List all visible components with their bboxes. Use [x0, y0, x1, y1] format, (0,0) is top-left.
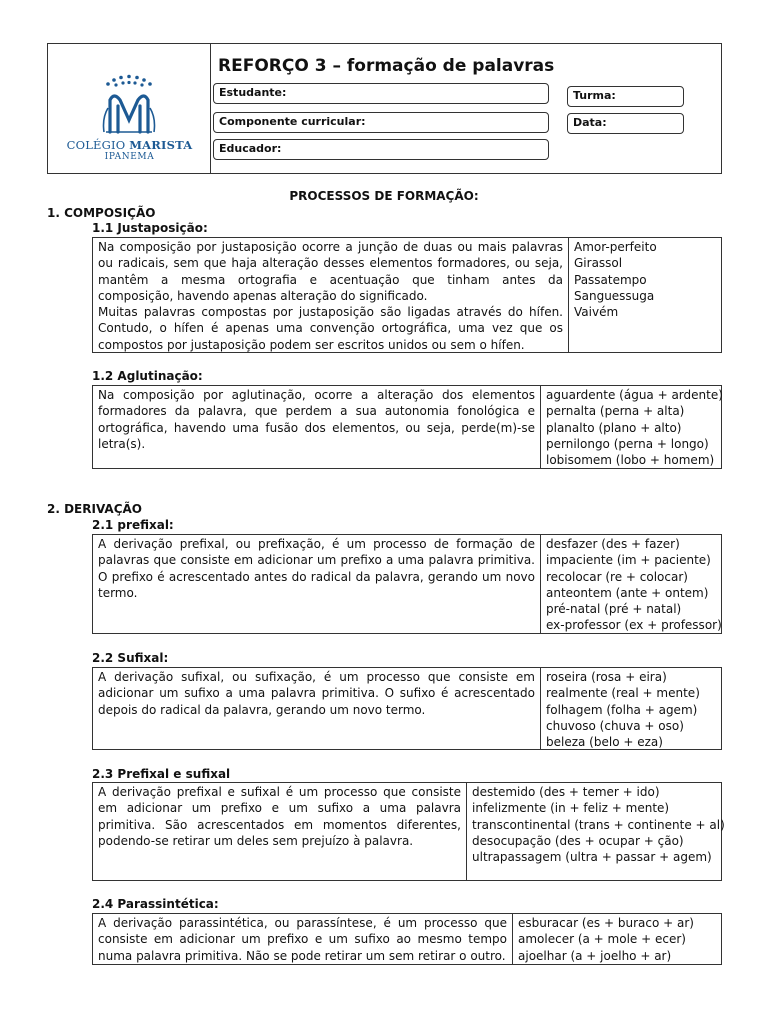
justaposicao-examples: [569, 238, 721, 352]
justaposicao-description: [93, 238, 569, 352]
prefixal-sufixal-table: [92, 782, 725, 881]
example-item: roseira (rosa + eira): [546, 670, 667, 684]
section-derivacao-title: 2. DERIVAÇÃO: [47, 502, 143, 516]
aglutinacao-paragraph: Na composição por aglutinação, ocorre a alteração dos elementos formadores da palavra, que perdem a sua autonomia fonológica e ortográfica, havendo uma fusão dos elementos, ou seja, perde(m)-se letra(s).: [98, 388, 535, 451]
aglutinacao-examples: [541, 386, 721, 468]
example-item: pré-natal (pré + natal): [546, 602, 682, 617]
example-item: chuvoso (chuva + oso): [546, 718, 684, 733]
parassintetica-paragraph: A derivação parassintética, ou parassíntese, é um processo que consiste em adicionar um prefixo e um sufixo ao mesmo tempo numa palavra primitiva. Não se pode retirar um sem retirar o outro.: [98, 916, 507, 963]
class-field[interactable]: Turma:: [567, 86, 684, 107]
sufixal-paragraph: A derivação sufixal, ou sufixação, é um processo que consiste em adicionar um sufixo a uma palavra primitiva. O sufixo é acrescentado depois do radical da palavra, gerando um novo termo.: [98, 670, 535, 717]
prefixal-description: [93, 535, 541, 633]
example-item: esburacar (es + buraco + ar): [518, 916, 694, 930]
section-composicao-title: 1. COMPOSIÇÃO: [47, 206, 156, 220]
example-item: Passatempo: [574, 272, 647, 287]
example-item: pernalta (perna + alta): [546, 404, 685, 419]
prefixal-sufixal-examples: [467, 783, 725, 880]
school-logo: [48, 44, 211, 173]
school-location: IPANEMA: [104, 152, 155, 162]
example-item: anteontem (ante + ontem): [546, 585, 709, 600]
main-heading: PROCESSOS DE FORMAÇÃO:: [289, 189, 479, 203]
prefixal-sufixal-description: [93, 783, 467, 880]
example-item: transcontinental (trans + continente + al): [472, 817, 725, 832]
example-item: beleza (belo + eza): [546, 735, 663, 750]
prefixal-table: [92, 534, 722, 634]
sufixal-examples: [541, 668, 721, 749]
prefixal-sufixal-title: 2.3 Prefixal e sufixal: [92, 767, 231, 781]
example-item: ajoelhar (a + joelho + ar): [518, 948, 672, 963]
aglutinacao-table: [92, 385, 722, 469]
example-item: Vaivém: [574, 305, 619, 320]
example-item: recolocar (re + colocar): [546, 569, 688, 584]
educator-field[interactable]: Educador:: [213, 139, 549, 160]
prefixal-paragraph: A derivação prefixal, ou prefixação, é um processo de formação de palavras que consiste em adicionar um prefixo a uma palavra primitiva. O prefixo é acrescentado antes do radical da palavra, gerando um novo termo.: [98, 537, 535, 600]
justaposicao-title: 1.1 Justaposição:: [92, 221, 208, 235]
example-item: amolecer (a + mole + ecer): [518, 932, 686, 947]
example-item: infelizmente (in + feliz + mente): [472, 801, 670, 816]
example-item: folhagem (folha + agem): [546, 702, 698, 717]
prefixal-title: 2.1 prefixal:: [92, 518, 174, 532]
header-box: [47, 43, 722, 174]
example-item: desfazer (des + fazer): [546, 537, 680, 551]
justaposicao-paragraph: Muitas palavras compostas por justaposição são ligadas através do hífen. Contudo, o hífen é apenas uma convenção ortográfica, uma vez que os compostos por justaposição podem ser escritos unidos ou sem o hífen.: [98, 305, 563, 352]
example-item: desocupação (des + ocupar + ção): [472, 833, 684, 848]
parassintetica-title: 2.4 Parassintética:: [92, 897, 219, 911]
sufixal-title: 2.2 Sufixal:: [92, 651, 169, 665]
justaposicao-paragraph: Na composição por justaposição ocorre a junção de duas ou mais palavras ou radicais, sem que haja alteração desses elementos formadores, ou seja, mantêm a mesma ortografia e acentuação que tinham antes da composição, havendo apenas alteração do significado.: [98, 240, 563, 303]
example-item: Sanguessuga: [574, 288, 655, 303]
component-field[interactable]: Componente curricular:: [213, 112, 549, 133]
sufixal-table: [92, 667, 722, 750]
example-item: ultrapassagem (ultra + passar + agem): [472, 850, 712, 865]
date-field[interactable]: Data:: [567, 113, 684, 134]
aglutinacao-description: [93, 386, 541, 468]
school-name: COLÉGIO MARISTA: [66, 138, 193, 152]
marista-monogram-icon: [68, 74, 191, 138]
parassintetica-examples: [513, 914, 721, 964]
example-item: planalto (plano + alto): [546, 420, 682, 435]
example-item: impaciente (im + paciente): [546, 553, 711, 568]
justaposicao-table: [92, 237, 722, 353]
example-item: realmente (real + mente): [546, 686, 700, 701]
example-item: destemido (des + temer + ido): [472, 785, 660, 799]
document-title: REFORÇO 3 – formação de palavras: [218, 56, 555, 76]
aglutinacao-title: 1.2 Aglutinação:: [92, 369, 203, 383]
example-item: Girassol: [574, 256, 623, 271]
example-item: Amor-perfeito: [574, 240, 657, 254]
parassintetica-table: [92, 913, 722, 965]
example-item: lobisomem (lobo + homem): [546, 453, 715, 468]
example-item: aguardente (água + ardente): [546, 388, 723, 402]
student-field[interactable]: Estudante:: [213, 83, 549, 104]
parassintetica-description: [93, 914, 513, 964]
prefixal-examples: [541, 535, 721, 633]
prefixal-sufixal-paragraph: A derivação prefixal e sufixal é um processo que consiste em adicionar um prefixo e um sufixo a uma palavra primitiva. São acrescentados em momentos diferentes, podendo-se retirar um deles sem prejuízo à palavra.: [98, 785, 461, 848]
example-item: pernilongo (perna + longo): [546, 436, 709, 451]
sufixal-description: [93, 668, 541, 749]
example-item: ex-professor (ex + professor): [546, 618, 722, 633]
